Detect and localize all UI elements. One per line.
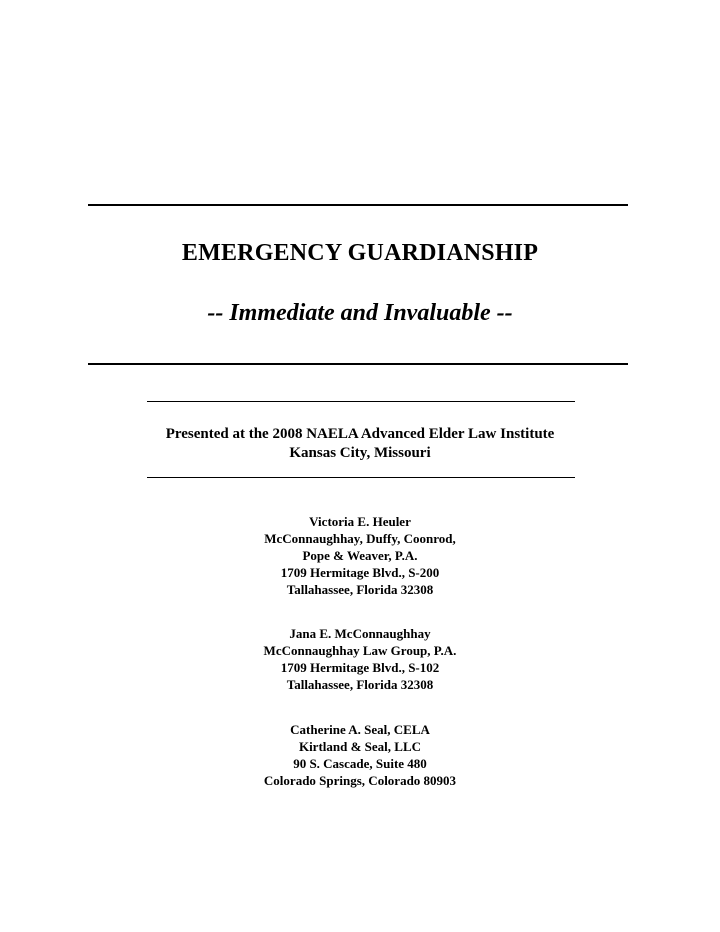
presented-line-location: Kansas City, Missouri (289, 445, 431, 461)
author-firm-cont: Pope & Weaver, P.A. (302, 548, 418, 563)
author-firm: McConnaughhay, Duffy, Coonrod, (264, 531, 456, 546)
author-address: 1709 Hermitage Blvd., S-200 (280, 565, 440, 580)
author-city: Tallahassee, Florida 32308 (286, 582, 434, 597)
author-block-seal (0, 721, 720, 789)
title-bottom-rule (88, 363, 628, 365)
document-title: EMERGENCY GUARDIANSHIP (181, 240, 539, 266)
presented-line-event: Presented at the 2008 NAELA Advanced Elder Law Institute (165, 426, 555, 442)
author-city: Colorado Springs, Colorado 80903 (263, 773, 457, 788)
presented-block (0, 425, 720, 463)
presented-bottom-rule (147, 477, 575, 478)
author-city: Tallahassee, Florida 32308 (286, 677, 434, 692)
author-name: Victoria E. Heuler (309, 514, 411, 529)
author-name: Catherine A. Seal, CELA (290, 722, 430, 737)
author-block-mcconnaughhay (0, 625, 720, 693)
author-block-heuler (0, 513, 720, 598)
author-name: Jana E. McConnaughhay (289, 626, 431, 641)
author-address: 1709 Hermitage Blvd., S-102 (280, 660, 440, 675)
presented-top-rule (147, 401, 575, 402)
author-address: 90 S. Cascade, Suite 480 (293, 756, 427, 771)
author-firm: McConnaughhay Law Group, P.A. (263, 643, 457, 658)
top-rule (88, 204, 628, 206)
author-firm: Kirtland & Seal, LLC (298, 739, 422, 754)
document-subtitle: -- Immediate and Invaluable -- (207, 300, 513, 326)
